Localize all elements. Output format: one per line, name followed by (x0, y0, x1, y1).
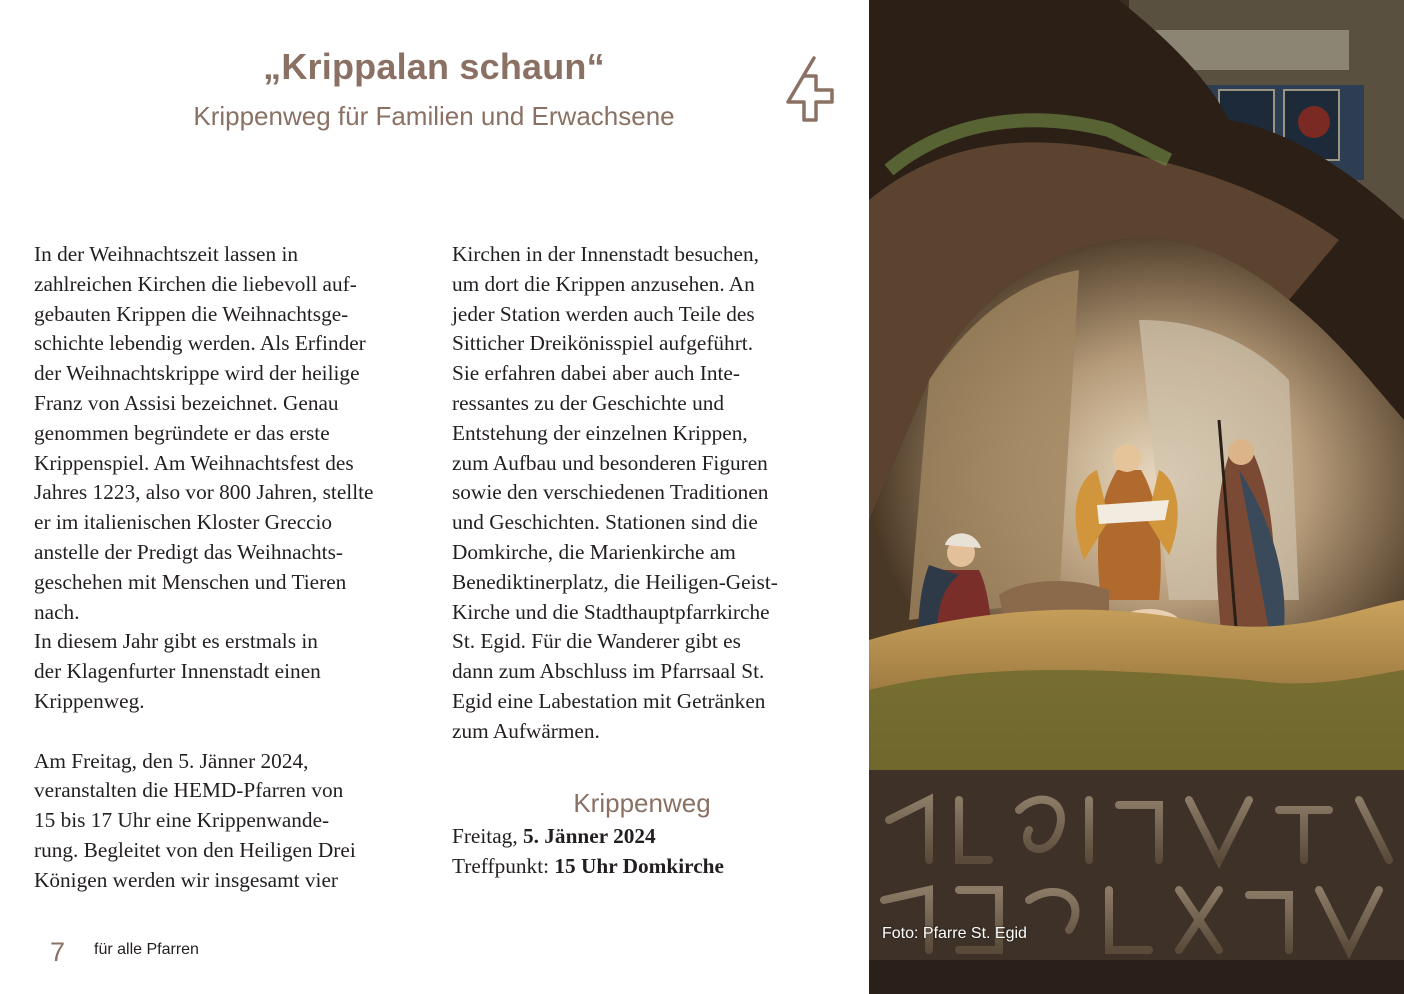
page-subtitle: Krippenweg für Familien und Erwachsene (193, 101, 675, 131)
info-meeting-line (452, 852, 724, 882)
article-paragraph: In der Weihnachtszeit lassen in zahlreichen Kirchen die liebevoll auf- gebauten Krippen die Weihnachtsge- schichte lebendig werden. Als Erfinder der Weihnachtskrippe wird der heilige Franz von Assisi bezeichnet. Genau genommen begründete er das erste Krippenspiel. Am Weihnachtsfest des Jahres 1223, also vor 800 Jahren, stellte er im italienischen Kloster Greccio anstelle der Predigt das Weihnachts- geschehen mit Menschen und Tieren nach. In diesem Jahr gibt es erstmals in der Klagenfurter Innenstadt einen Krippenweg. (34, 242, 374, 713)
info-meeting-label: Treffpunkt: (452, 854, 555, 878)
nativity-scene-image (869, 0, 1404, 994)
info-box-heading: Krippenweg (573, 788, 711, 818)
info-date-line (452, 822, 656, 852)
nativity-scene-photo (869, 0, 1404, 994)
info-meeting-value: 15 Uhr Domkirche (554, 854, 724, 878)
article-paragraph: Kirchen in der Innenstadt besuchen, um dort die Krippen anzusehen. An jeder Station werden auch Teile des Sitticher Dreikönisspiel aufgeführt. Sie erfahren dabei aber auch Inte- ressantes zu der Geschichte und Entstehung der einzelnen Krippen, zum Aufbau und besonderen Figuren sowie den verschiedenen Traditionen und Geschichten. Stationen sind die Domkirche, die Marienkirche am Benediktinerplatz, die Heiligen-Geist- Kirche und die Stadthauptpfarrkirche St. Egid. Für die Wanderer gibt es dann zum Abschluss im Pfarrsaal St. Egid eine Labestation mit Getränken zum Aufwärmen. (452, 242, 778, 743)
article-column-left (34, 240, 429, 896)
info-date-label: Freitag, (452, 824, 523, 848)
article-paragraph: Am Freitag, den 5. Jänner 2024, veranstalten die HEMD-Pfarren von 15 bis 17 Uhr eine Krippenwande- rung. Begleitet von den Heiligen Drei Königen werden wir insgesamt vier (34, 748, 356, 892)
footer-section-label: für alle Pfarren (94, 941, 199, 958)
hemd-four-cross-icon (784, 54, 840, 124)
photo-credit: Foto: Pfarre St. Egid (882, 925, 1027, 942)
page-title: „Krippalan schaun“ (263, 46, 605, 87)
page-number: 7 (50, 937, 66, 967)
article-column-right (452, 240, 852, 747)
info-date-value: 5. Jänner 2024 (522, 824, 656, 848)
